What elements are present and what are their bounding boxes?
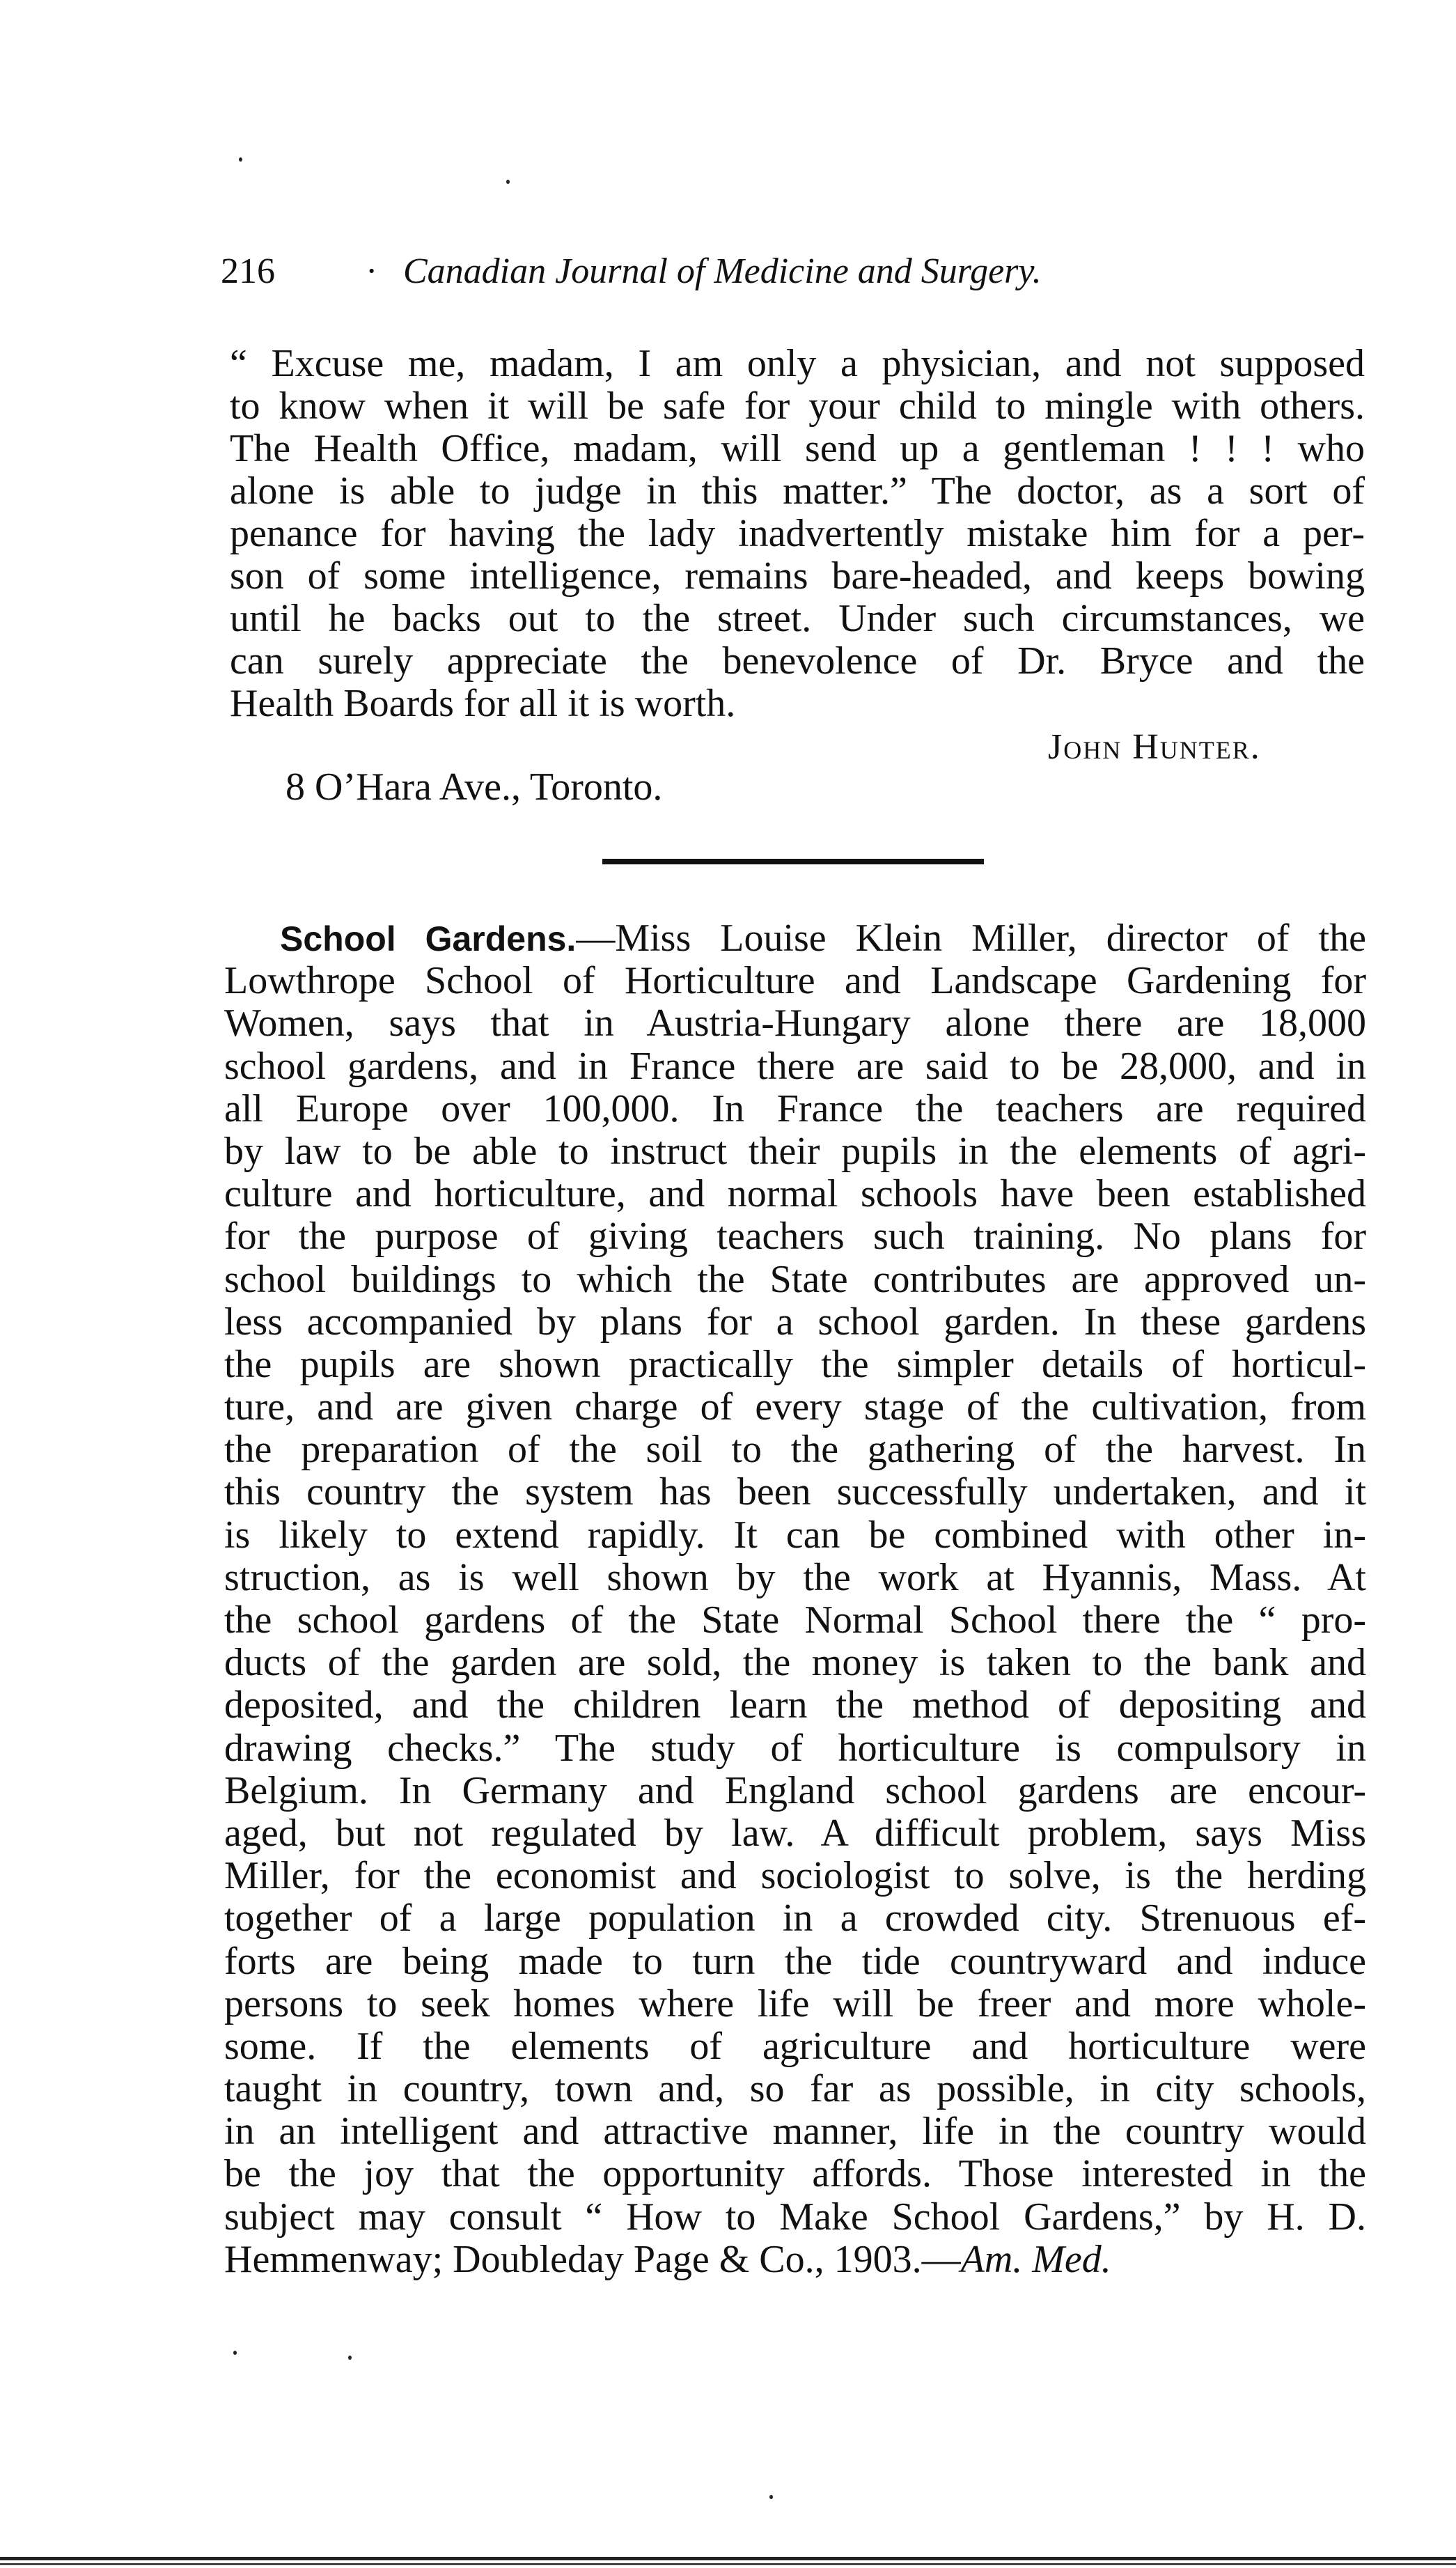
page-bottom-edge-inner [0, 2563, 1456, 2565]
text-line: drawing checks.” The study of horticulture is compulsory in [224, 1726, 1366, 1770]
text-line: deposited, and the children learn the method of depositing and [224, 1683, 1366, 1727]
print-speck [769, 2495, 773, 2499]
text-line: the school gardens of the State Normal School there the “ pro- [224, 1598, 1366, 1642]
citation-source: Am. Med. [960, 2237, 1111, 2281]
letter-address: 8 O’Hara Ave., Toronto. [285, 765, 663, 809]
text-line: can surely appreciate the benevolence of Dr. Bryce and the [230, 639, 1365, 683]
text-line: Miller, for the economist and sociologist to solve, is the herding [224, 1854, 1366, 1898]
text-line: together of a large population in a crowded city. Strenuous ef- [224, 1897, 1366, 1940]
text-line: son of some intelligence, remains bare-headed, and keeps bowing [230, 554, 1365, 598]
text-line: Belgium. In Germany and England school gardens are encour- [224, 1768, 1366, 1812]
text-line: subject may consult “ How to Make School Gardens,” by H. D. [224, 2195, 1366, 2239]
text-line: taught in country, town and, so far as possible, in city schools, [224, 2067, 1366, 2111]
text-line: struction, as is well shown by the work at Hyannis, Mass. At [224, 1555, 1366, 1599]
text-line: is likely to extend rapidly. It can be combined with other in- [224, 1513, 1366, 1557]
text-line: forts are being made to turn the tide countryward and induce [224, 1939, 1366, 1983]
article-school-gardens [224, 917, 1366, 2281]
section-divider [602, 859, 984, 864]
text-line: ducts of the garden are sold, the money is taken to the bank and [224, 1641, 1366, 1685]
text-line: to know when it will be safe for your child to mingle with others. [230, 384, 1365, 428]
text-line: the pupils are shown practically the simpler details of horticul- [224, 1342, 1366, 1386]
text-line: in an intelligent and attractive manner, life in the country would [224, 2110, 1366, 2154]
print-speck [506, 180, 510, 184]
text-line: until he backs out to the street. Under such circumstances, we [230, 597, 1365, 640]
page-bottom-edge [0, 2557, 1456, 2560]
text-line: Women, says that in Austria-Hungary alone there are 18,000 [224, 1002, 1366, 1045]
text-line: this country the system has been successfully undertaken, and it [224, 1470, 1366, 1514]
header-separator: · [366, 251, 378, 291]
text-line: for the purpose of giving teachers such training. No plans for [224, 1215, 1366, 1259]
print-speck [348, 2356, 352, 2360]
page-number: 216 [221, 251, 275, 291]
text-line: be the joy that the opportunity affords. Those interested in the [224, 2152, 1366, 2196]
print-speck [233, 2351, 237, 2355]
article-title: School Gardens. [280, 919, 577, 958]
text-line: culture and horticulture, and normal schools have been established [224, 1172, 1366, 1216]
article-last-line [224, 2239, 1366, 2281]
journal-title: Canadian Journal of Medicine and Surgery. [403, 251, 1042, 291]
text-line: the preparation of the soil to the gathering of the harvest. In [224, 1428, 1366, 1472]
text-line: Lowthrope School of Horticulture and Landscape Gardening for [224, 959, 1366, 1003]
text-line: alone is able to judge in this matter.” The doctor, as a sort of [230, 469, 1365, 513]
text-line: ture, and are given charge of every stage of the cultivation, from [224, 1385, 1366, 1429]
running-header [221, 247, 1335, 296]
text-line: all Europe over 100,000. In France the teachers are required [224, 1087, 1366, 1130]
text-line: The Health Office, madam, will send up a gentleman ! ! ! who [230, 427, 1365, 470]
article-first-line [224, 917, 1366, 960]
letter-text [230, 343, 1365, 725]
text-line: Health Boards for all it is worth. [230, 682, 736, 725]
text-line: school buildings to which the State contributes are approved un- [224, 1257, 1366, 1301]
text-line: school gardens, and in France there are said to be 28,000, and in [224, 1044, 1366, 1088]
text-line: some. If the elements of agriculture and horticulture were [224, 2024, 1366, 2068]
text-line: “ Excuse me, madam, I am only a physician, and not supposed [230, 342, 1365, 385]
citation-text: Hemmenway; Doubleday Page & Co., 1903.— [224, 2237, 961, 2281]
text-line: by law to be able to instruct their pupils in the elements of agri- [224, 1129, 1366, 1173]
text-line: less accompanied by plans for a school garden. In these gardens [224, 1300, 1366, 1344]
text-line: aged, but not regulated by law. A difficult problem, says Miss [224, 1811, 1366, 1855]
letter-signature: John Hunter. [1048, 727, 1261, 767]
text-line: persons to seek homes where life will be freer and more whole- [224, 1982, 1366, 2025]
article-first-line-text: —Miss Louise Klein Miller, director of the [576, 917, 1366, 960]
text-line: penance for having the lady inadvertently mistake him for a per- [230, 512, 1365, 555]
print-speck [239, 157, 242, 162]
